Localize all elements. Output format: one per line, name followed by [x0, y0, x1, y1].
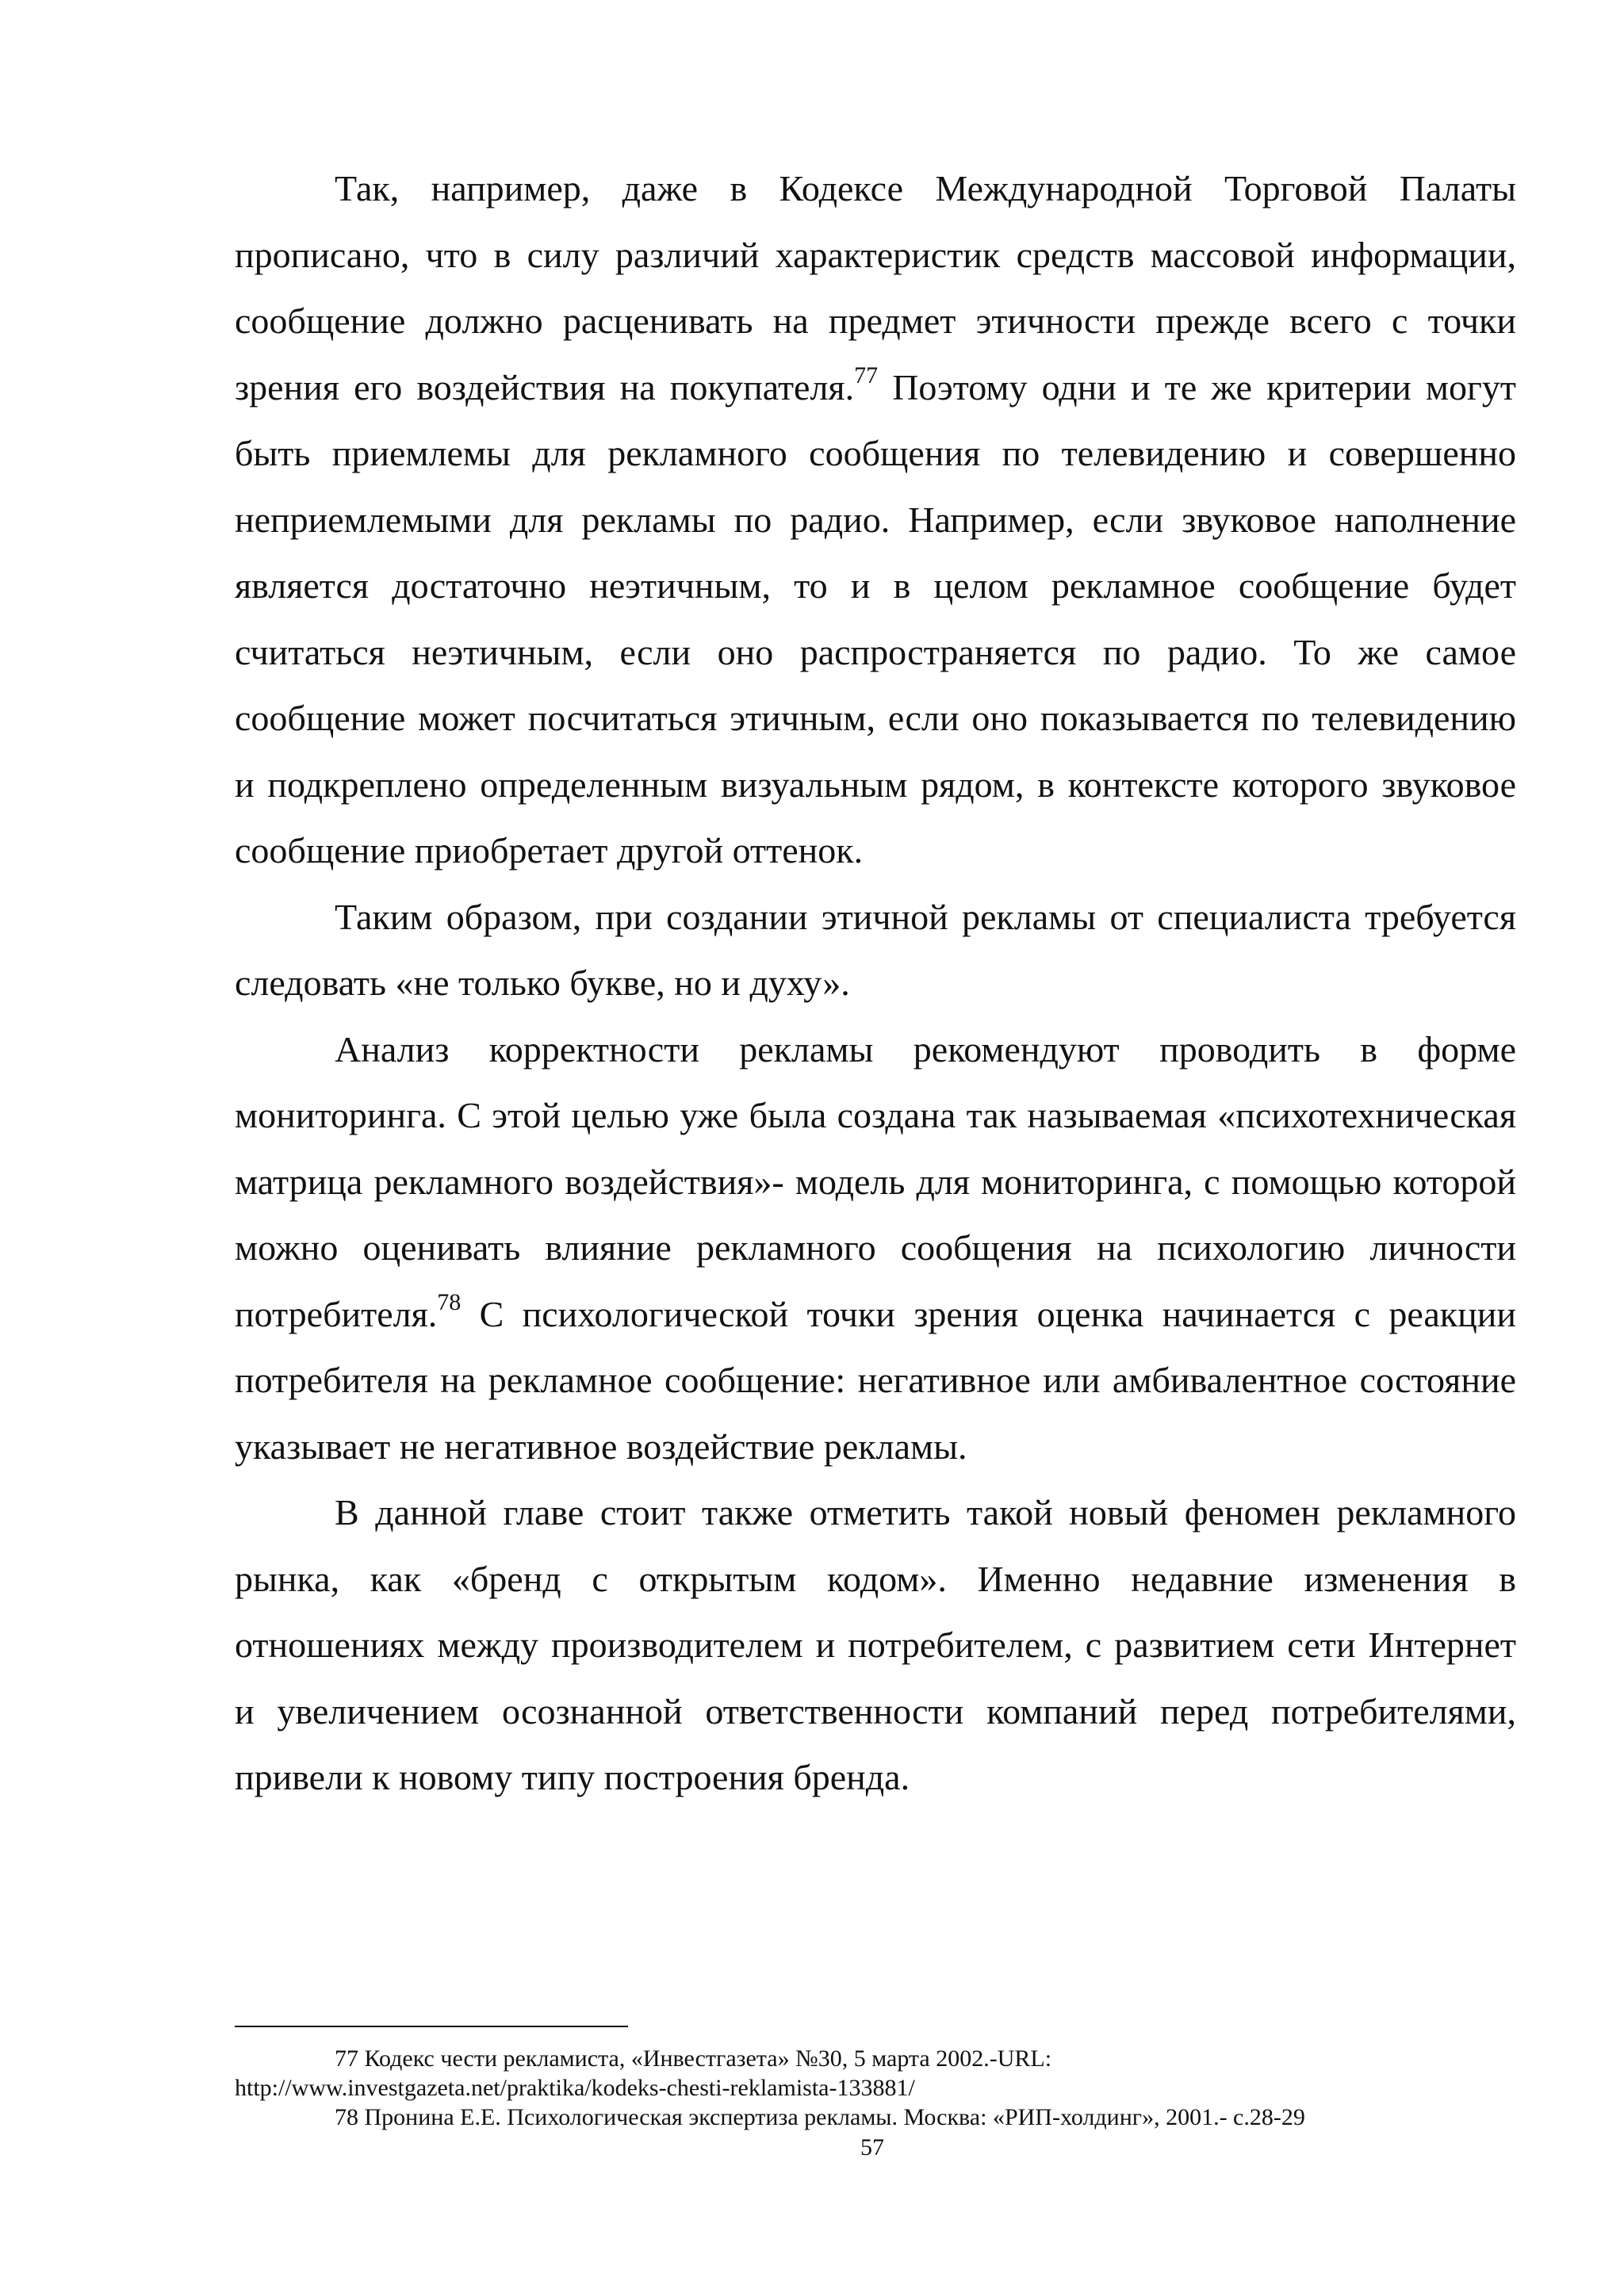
footnote-url[interactable]: http://www.investgazeta.net/praktika/kodeks-chesti-reklamista-133881/ — [235, 2075, 915, 2101]
paragraph-text: Анализ корректности рекламы рекомендуют проводить в форме мониторинга. С этой целью уже была создана так называемая «психотехническая матрица рекламного воздействия»- модель для мониторинга, с помощью которой можно оценивать влияние рекламного сообщения на психологию личности потребителя. — [235, 1028, 1516, 1334]
footnote-reference[interactable]: 77 — [854, 362, 879, 389]
paragraph-text: Поэтому одни и те же критерии могут быть приемлемы для рекламного сообщения по телевидению и совершенно неприемлемыми для рекламы по радио. Например, если звуковое наполнение является достаточно неэтичным, то и в целом рекламное сообщение будет считаться неэтичным, если оно распространяется по радио. То же самое сообщение может посчитаться этичным, если оно показывается по телевидению и подкреплено определенным визуальным рядом, в контексте которого звуковое сообщение приобретает другой оттенок. — [235, 366, 1516, 871]
paragraph — [235, 155, 1516, 884]
footnotes — [235, 2044, 1516, 2132]
paragraph-text: Так, например, даже в Кодексе Международной Торговой Палаты прописано, что в силу различий характеристик средств массовой информации, сообщение должно расценивать на предмет этичности прежде всего с точки зрения его воздействия на покупателя. — [235, 168, 1516, 408]
paragraph — [235, 1016, 1516, 1480]
paragraph — [235, 884, 1516, 1016]
footnote-text: 77 Кодекс чести рекламиста, «Инвестгазета» №30, 5 марта 2002.-URL: — [335, 2045, 1052, 2072]
paragraph-text: В данной главе стоит также отметить такой новый феномен рекламного рынка, как «бренд с открытым кодом». Именно недавние изменения в отношениях между производителем и потребителем, с развитием сети Интернет и увеличением осознанной ответственности компаний перед потребителями, привели к новому типу построения бренда. — [235, 1492, 1516, 1797]
paragraph-text: Таким образом, при создании этичной рекламы от специалиста требуется следовать «не только букве, но и духу». — [235, 896, 1516, 1003]
main-text — [235, 155, 1516, 1811]
footnote-reference[interactable]: 78 — [437, 1289, 462, 1316]
footnote-text: 78 Пронина Е.Е. Психологическая экспертиза рекламы. Москва: «РИП-холдинг», 2001.- с.28-29 — [335, 2104, 1305, 2130]
footnote-separator — [235, 2026, 628, 2027]
paragraph-text: С психологической точки зрения оценка начинается с реакции потребителя на рекламное сообщение: негативное или амбивалентное состояние указывает не негативное воздействие рекламы. — [235, 1293, 1516, 1467]
paragraph — [235, 1479, 1516, 1811]
page-number: 57 — [860, 2134, 884, 2160]
